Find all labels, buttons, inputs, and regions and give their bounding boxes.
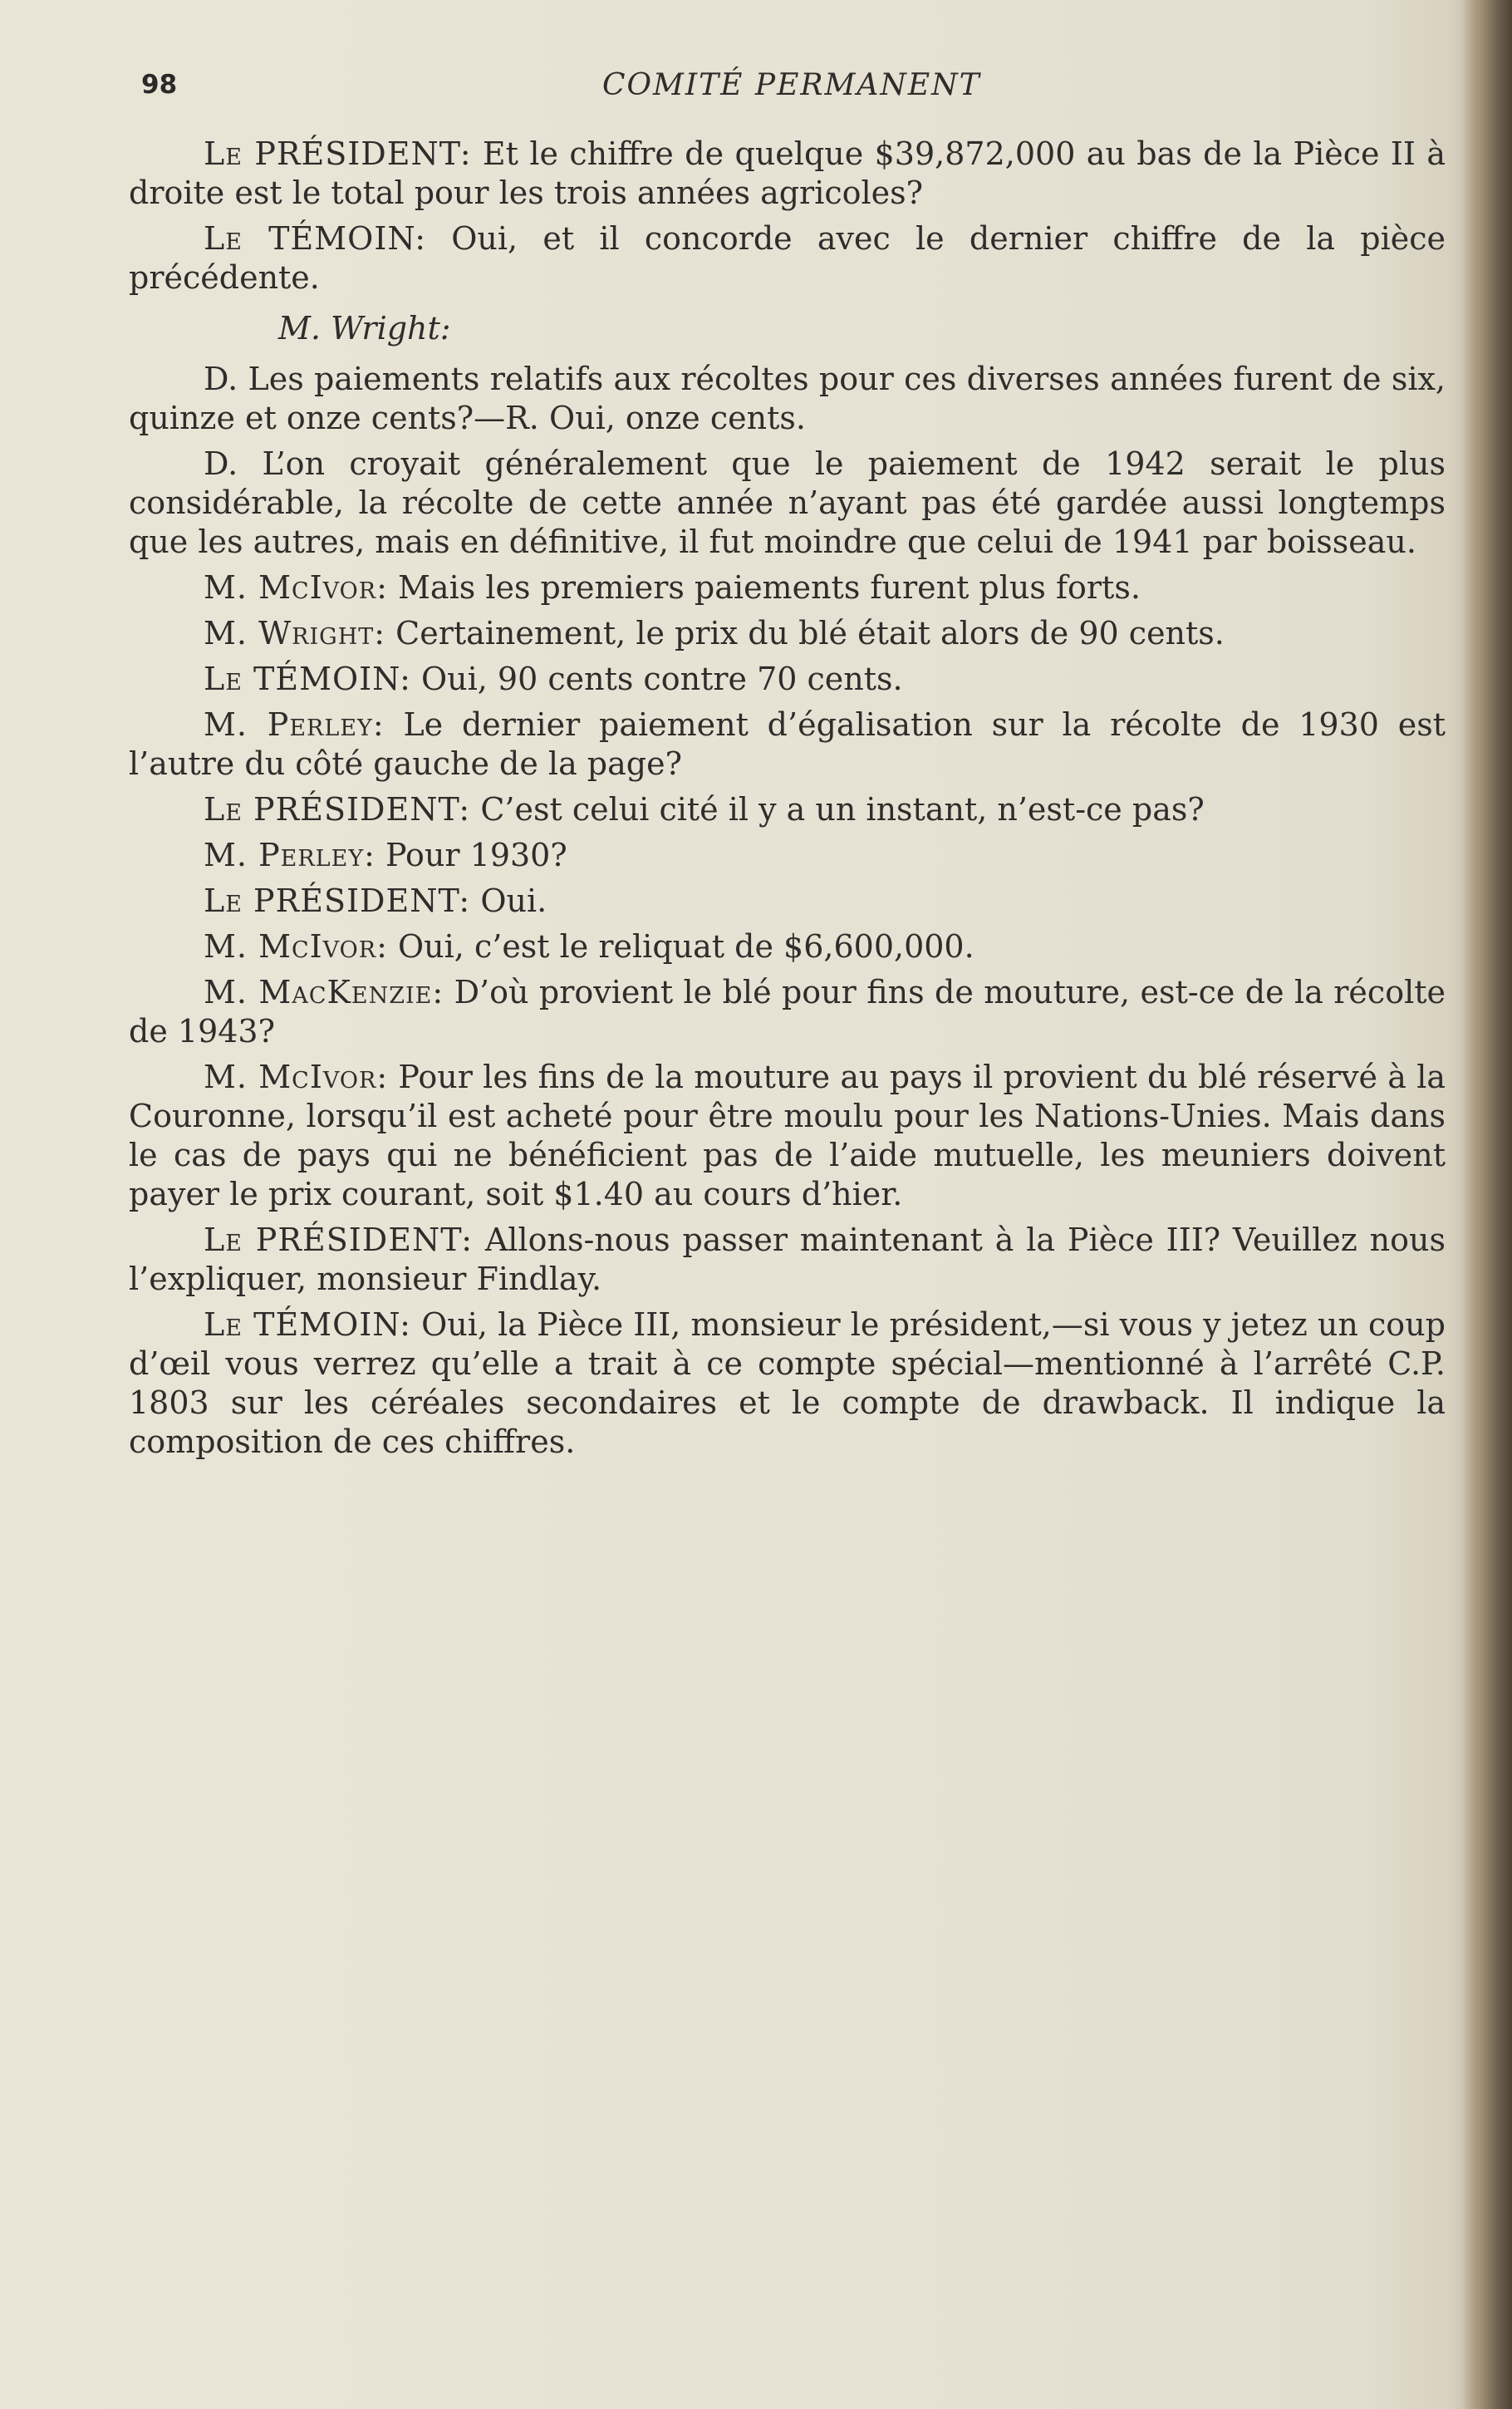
speaker-label: M. Perley: (204, 837, 376, 873)
paragraph-text: Allons-nous passer maintenant à la Pièce III? Veuillez nous l’expliquer, monsieur Findlay. (129, 1222, 1446, 1297)
speaker-label: M. McIvor: (204, 1059, 389, 1095)
page-number: 98 (141, 70, 178, 100)
paragraph-text: D’où provient le blé pour fins de mouture, est-ce de la récolte de 1943? (129, 974, 1446, 1050)
paragraph-2 (129, 219, 1446, 297)
paragraph-5 (129, 445, 1446, 562)
paragraph-15 (129, 1058, 1446, 1214)
paragraph-text: Pour 1930? (375, 837, 567, 873)
running-title: COMITÉ PERMANENT (602, 68, 981, 102)
paragraph-text: Le dernier paiement d’égalisation sur la récolte de 1930 est l’autre du côté gauche de la page? (129, 706, 1446, 782)
speaker-label: M. McIvor: (204, 928, 388, 965)
paragraph-text: Pour les fins de la mouture au pays il provient du blé réservé à la Couronne, lorsqu’il est acheté pour être moulu pour les Nations-Unies. Mais dans le cas de pays qui ne bénéficient pas de l’aide mutuelle, les meuniers doivent payer le prix courant, soit $1.40 au cours d’hier. (129, 1059, 1446, 1212)
book-spine-shadow (1462, 0, 1512, 2409)
paragraph-text: Et le chiffre de quelque $39,872,000 au bas de la Pièce II à droite est le total pour les trois années agricoles? (129, 135, 1446, 211)
paragraph-text: Mais les premiers paiements furent plus forts. (387, 569, 1141, 606)
paragraph-text: Oui, la Pièce III, monsieur le président,—si vous y jetez un coup d’œil vous verrez qu’elle a trait à ce compte spécial—mentionné à l’arrêté C.P. 1803 sur les céréales secondaires et le compte de drawback. Il indique la composition de ces chiffres. (129, 1306, 1446, 1460)
questioner-heading: M. Wright: (278, 310, 451, 347)
paragraph-1 (129, 135, 1446, 213)
paragraph-17 (129, 1305, 1446, 1462)
paragraph-text: Oui, 90 cents contre 70 cents. (410, 661, 903, 697)
speaker-label: Le TÉMOIN: (204, 220, 427, 257)
speaker-label: Le TÉMOIN: (204, 661, 411, 697)
speaker-label: M. McIvor: (204, 569, 388, 606)
speaker-label: Le PRÉSIDENT: (204, 882, 471, 919)
paragraph-13 (129, 927, 1446, 966)
paragraph-text: Oui. (470, 882, 547, 919)
speaker-label: Le PRÉSIDENT: (204, 791, 471, 828)
speaker-label: Le PRÉSIDENT: (204, 135, 472, 172)
speaker-label: Le TÉMOIN: (204, 1306, 411, 1343)
paragraph-12 (129, 882, 1446, 921)
paragraph-9 (129, 705, 1446, 784)
paragraph-11 (129, 836, 1446, 875)
paragraph-text: D. Les paiements relatifs aux récoltes pour ces diverses années furent de six, quinze et onze cents?—R. Oui, onze cents. (129, 361, 1446, 436)
speaker-label: M. Perley: (204, 706, 385, 743)
speaker-label: M. MacKenzie: (204, 974, 444, 1010)
paragraph-text: D. L’on croyait généralement que le paiement de 1942 serait le plus considérable, la récolte de cette année n’ayant pas été gardée aussi longtemps que les autres, mais en définitive, il fut moindre que celui de 1941 par boisseau. (129, 445, 1446, 560)
paragraph-text: Oui, et il concorde avec le dernier chiffre de la pièce précédente. (129, 220, 1446, 296)
paragraph-text: Oui, c’est le reliquat de $6,600,000. (387, 928, 974, 965)
paragraph-10 (129, 790, 1446, 829)
paragraph-7 (129, 614, 1446, 653)
paragraph-16 (129, 1221, 1446, 1299)
paragraph-6 (129, 568, 1446, 607)
transcript-body (129, 135, 1446, 1468)
paragraph-text: Certainement, le prix du blé était alors de 90 cents. (385, 615, 1225, 651)
speaker-label: M. Wright: (204, 615, 386, 651)
paragraph-text: C’est celui cité il y a un instant, n’est-ce pas? (470, 791, 1205, 828)
speaker-label: Le PRÉSIDENT: (204, 1222, 473, 1258)
page-header (133, 66, 1446, 116)
paragraph-8 (129, 660, 1446, 699)
paragraph-14 (129, 973, 1446, 1051)
paragraph-4 (129, 360, 1446, 438)
